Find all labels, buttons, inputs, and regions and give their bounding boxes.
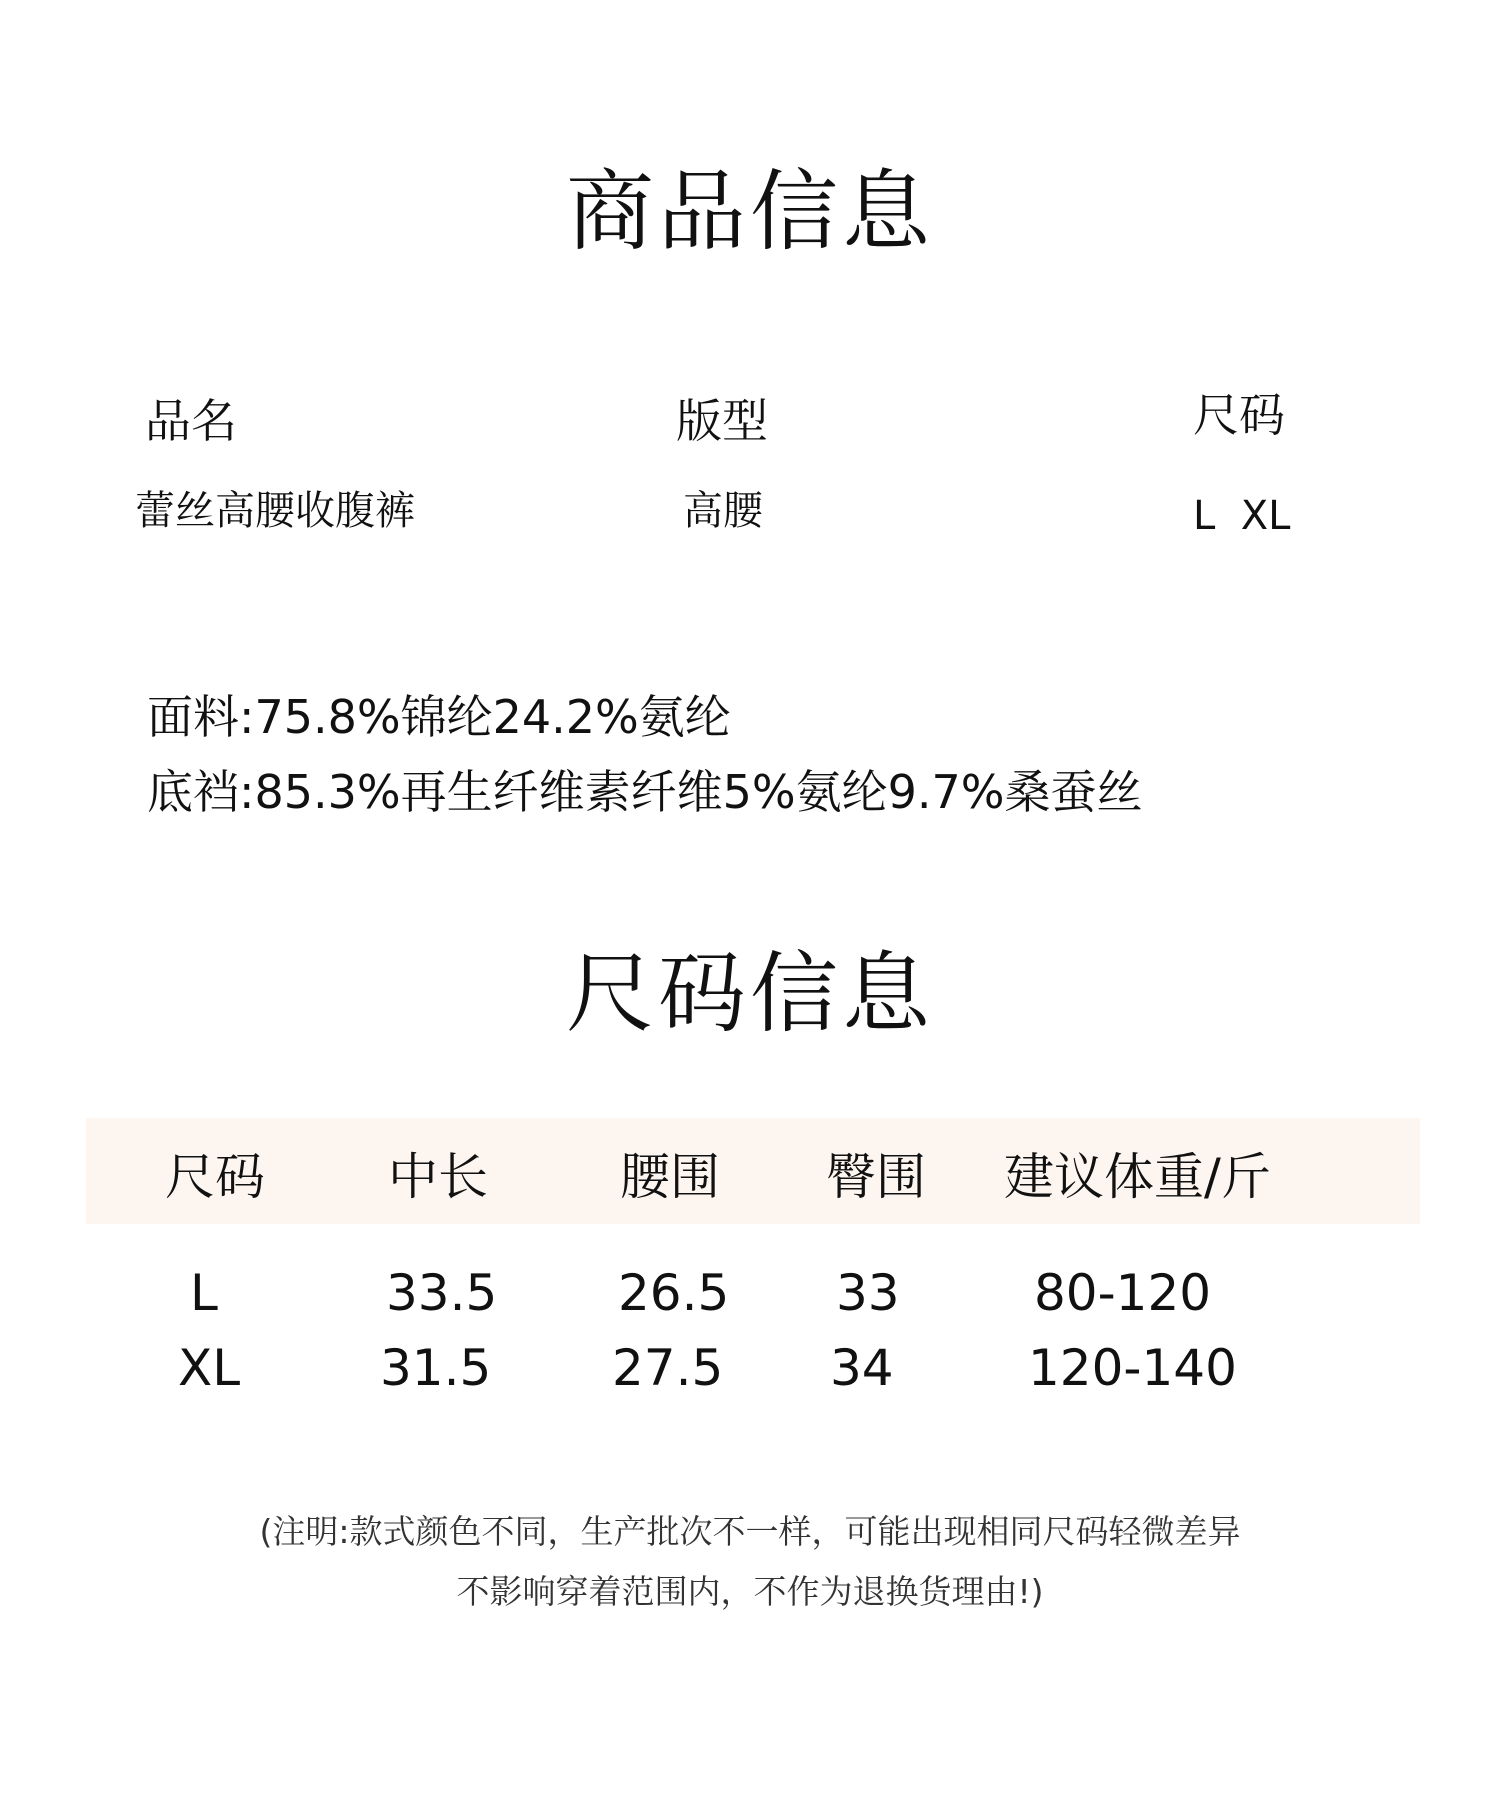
size-table-cell-l-size: L [190,1264,218,1322]
size-table-cell-xl-waist: 27.5 [612,1339,724,1397]
product-info-title: 商品信息 [565,160,934,263]
disclaimer-note-line1: (注明:款式颜色不同，生产批次不一样，可能出现相同尺码轻微差异 [259,1512,1241,1551]
size-table-header-length: 中长 [388,1148,488,1206]
size-table-header-weight: 建议体重/斤 [1004,1148,1271,1206]
lining-composition: 底裆:85.3%再生纤维素纤维5%氨纶9.7%桑蚕丝 [147,765,1143,819]
product-name-value: 蕾丝高腰收腹裤 [135,488,415,534]
size-table-cell-l-waist: 26.5 [618,1264,730,1322]
size-table-header-size: 尺码 [165,1148,265,1206]
disclaimer-note-line2: 不影响穿着范围内，不作为退换货理由!) [456,1572,1044,1611]
product-fit-value: 高腰 [683,488,763,534]
size-table-cell-xl-hip: 34 [830,1339,894,1397]
fabric-composition: 面料:75.8%锦纶24.2%氨纶 [147,690,731,744]
product-size-header: 尺码 [1193,388,1285,442]
product-fit-header: 版型 [676,394,768,448]
product-size-value: L XL [1193,493,1291,539]
size-table-header-waist: 腰围 [620,1148,720,1206]
size-table-cell-xl-weight: 120-140 [1028,1339,1237,1397]
size-table-cell-l-hip: 33 [836,1264,900,1322]
size-table-cell-l-length: 33.5 [386,1264,498,1322]
size-table-cell-xl-size: XL [178,1339,241,1397]
product-name-header: 品名 [145,394,237,448]
size-table-cell-l-weight: 80-120 [1034,1264,1212,1322]
size-table-header-hip: 臀围 [826,1148,926,1206]
size-info-title: 尺码信息 [565,942,934,1045]
size-table-cell-xl-length: 31.5 [380,1339,492,1397]
